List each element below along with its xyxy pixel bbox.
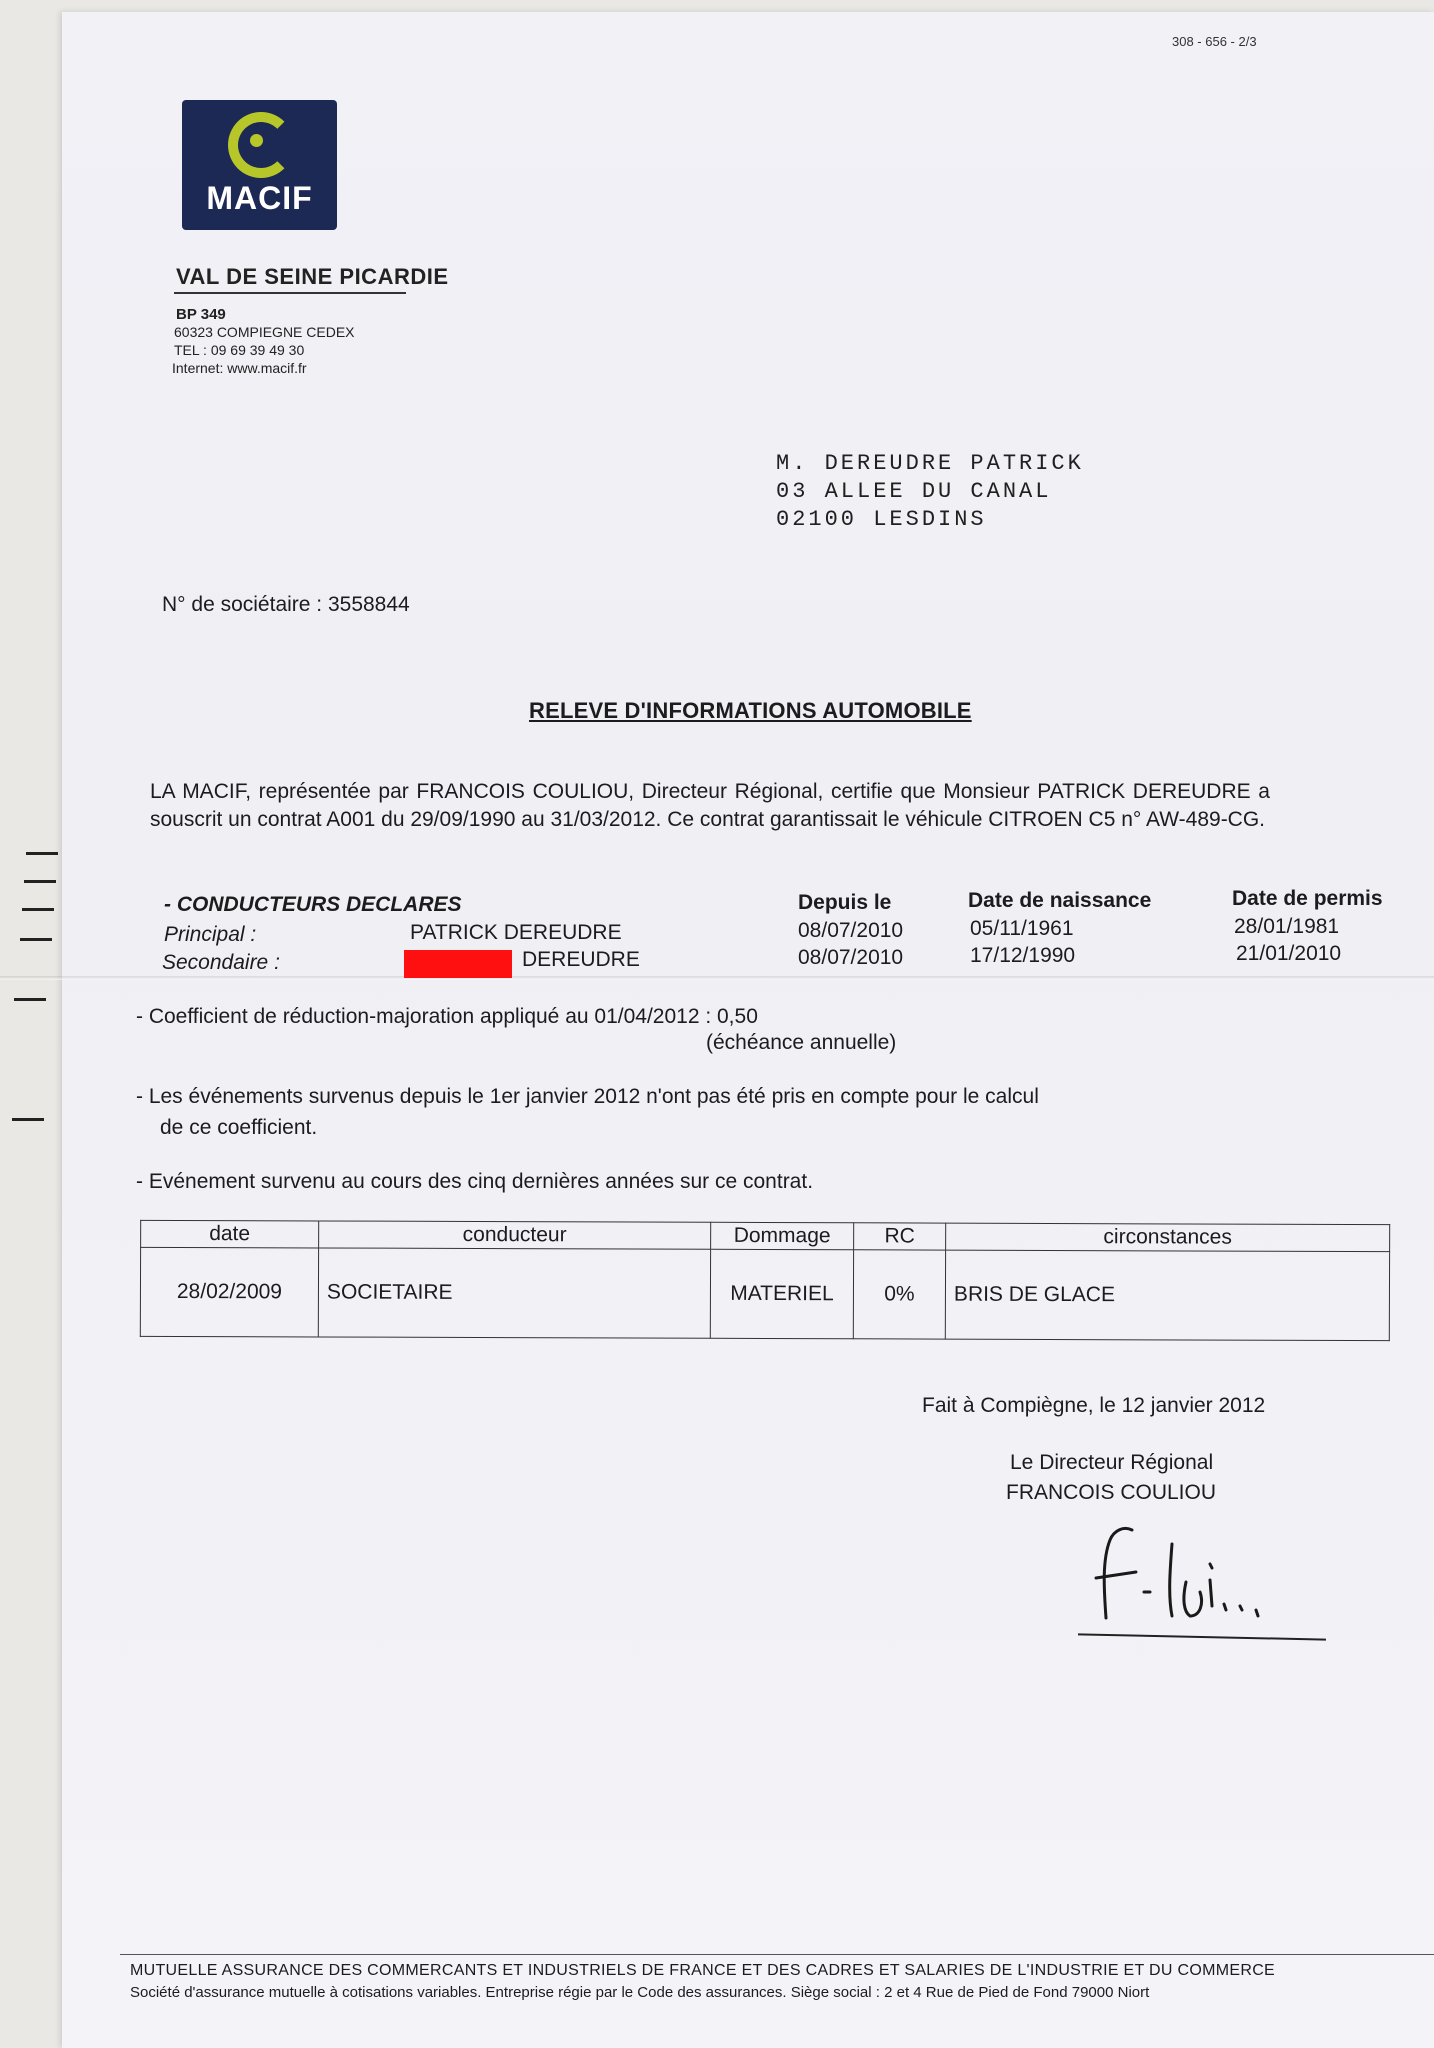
table-cell: 0% [853, 1250, 945, 1339]
events-note-line: - Les événements survenus depuis le 1er janvier 2012 n'ont pas été pris en compte pour le calcul [136, 1085, 1039, 1108]
driver-since: 08/07/2010 [798, 919, 904, 942]
margin-mark [22, 908, 54, 911]
document-page [62, 12, 1434, 2048]
recipient-line-2: 03 ALLEE DU CANAL [776, 479, 1052, 504]
sender-internet: Internet: www.macif.fr [172, 360, 307, 376]
margin-mark [14, 998, 46, 1001]
logo-dot-icon [250, 134, 263, 147]
coefficient-note: (échéance annuelle) [706, 1031, 897, 1054]
driver-since: 08/07/2010 [798, 946, 904, 969]
table-cell: BRIS DE GLACE [945, 1250, 1389, 1341]
table-cell: SOCIETAIRE [318, 1248, 710, 1338]
sender-region: VAL DE SEINE PICARDIE [176, 264, 449, 289]
margin-mark [26, 852, 58, 855]
table-cell: MATERIEL [710, 1249, 853, 1338]
region-underline [174, 292, 406, 294]
recipient-address [776, 450, 1084, 534]
macif-logo [182, 100, 337, 230]
page-reference: 308 - 656 - 2/3 [1172, 34, 1257, 49]
recipient-line-1: M. DEREUDRE PATRICK [776, 451, 1084, 476]
document-title: RELEVE D'INFORMATIONS AUTOMOBILE [529, 698, 972, 723]
driver-role: Principal : [164, 923, 257, 946]
table-row [140, 1247, 1389, 1340]
margin-mark [24, 880, 56, 883]
col-header-birth: Date de naissance [968, 889, 1152, 912]
signature-image [1090, 1520, 1270, 1630]
intro-paragraph: LA MACIF, représentée par FRANCOIS COULIOU, Directeur Régional, certifie que Monsieur PATRICK DEREUDRE a souscrit un contrat A001 du 29/09/1990 au 31/03/2012. Ce contrat garantissait le véhicule CITROEN C5 n° AW-489-CG. [150, 780, 1270, 831]
paper-fold [0, 976, 1434, 980]
driver-licence: 21/01/2010 [1236, 942, 1342, 965]
events-table [140, 1220, 1390, 1341]
member-number: N° de sociétaire : 3558844 [162, 593, 410, 616]
recipient-line-3: 02100 LESDINS [776, 507, 987, 532]
driver-licence: 28/01/1981 [1234, 915, 1340, 938]
footer-legal: Société d'assurance mutuelle à cotisations variables. Entreprise régie par le Code des assurances. Siège social : 2 et 4 Rue de Pied de Fond 79000 Niort [130, 1984, 1150, 2001]
place-date: Fait à Compiègne, le 12 janvier 2012 [922, 1394, 1266, 1417]
table-header-row [141, 1220, 1390, 1251]
sender-tel: TEL : 09 69 39 49 30 [174, 342, 305, 358]
logo-text: MACIF [206, 180, 313, 216]
margin-mark [20, 938, 52, 941]
events-heading: - Evénement survenu au cours des cinq dernières années sur ce contrat. [136, 1170, 814, 1193]
events-note-line: de ce coefficient. [160, 1116, 318, 1139]
redaction-box [404, 950, 512, 978]
table-header-cell: Dommage [711, 1222, 854, 1249]
driver-birth: 05/11/1961 [970, 917, 1074, 940]
driver-birth: 17/12/1990 [970, 944, 1076, 967]
table-header-cell: RC [854, 1223, 946, 1250]
signer-name: FRANCOIS COULIOU [1006, 1481, 1217, 1504]
drivers-heading: - CONDUCTEURS DECLARES [164, 893, 462, 916]
sender-bp: BP 349 [176, 306, 226, 323]
footer-company: MUTUELLE ASSURANCE DES COMMERCANTS ET INDUSTRIELS DE FRANCE ET DES CADRES ET SALARIES DE L'INDUSTRIE ET DU COMMERCE [130, 1962, 1276, 1979]
driver-role: Secondaire : [162, 951, 280, 974]
sender-city: 60323 COMPIEGNE CEDEX [174, 324, 355, 340]
margin-mark [12, 1118, 44, 1121]
footer-rule [120, 1954, 1434, 1955]
col-header-licence: Date de permis [1232, 887, 1383, 910]
table-header-cell: date [141, 1220, 319, 1248]
signer-title: Le Directeur Régional [1010, 1451, 1214, 1474]
driver-name: PATRICK DEREUDRE [410, 921, 622, 944]
table-header-cell: conducteur [319, 1221, 711, 1249]
table-cell: 28/02/2009 [140, 1247, 318, 1337]
coefficient-line: - Coefficient de réduction-majoration appliqué au 01/04/2012 : 0,50 [136, 1005, 758, 1028]
table-header-cell: circonstances [946, 1223, 1390, 1252]
driver-name: DEREUDRE [522, 948, 640, 971]
col-header-since: Depuis le [798, 891, 892, 914]
